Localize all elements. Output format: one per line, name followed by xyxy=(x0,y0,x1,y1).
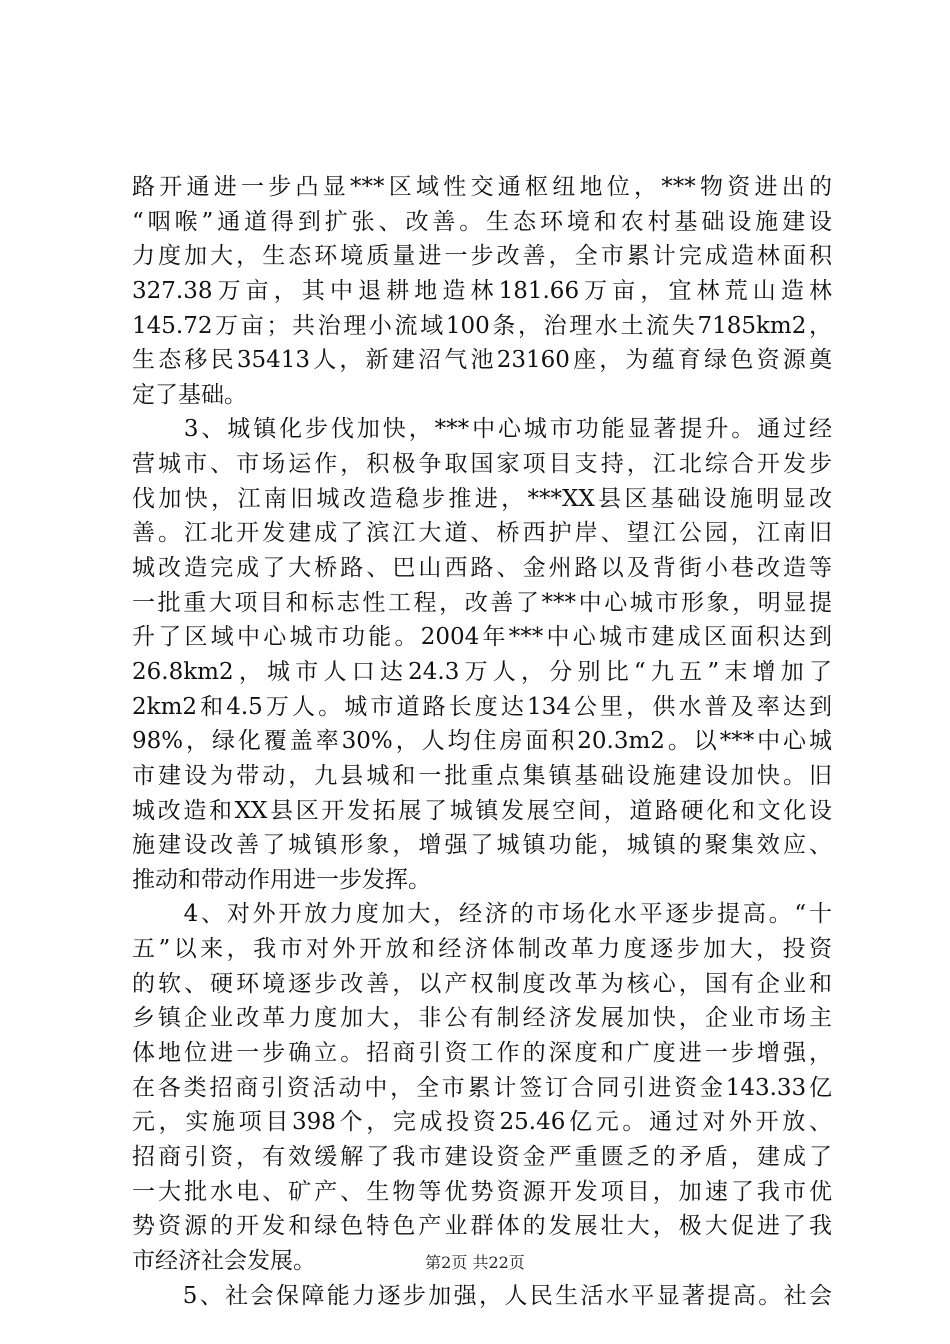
text-line: 伐加快，江南旧城改造稳步推进，***XX县区基础设施明显改 xyxy=(132,485,832,512)
text-line: 定了基础。 xyxy=(132,381,247,408)
text-line: 的软、硬环境逐步改善，以产权制度改革为核心，国有企业和 xyxy=(132,970,832,997)
text-line: 4、对外开放力度加大，经济的市场化水平逐步提高。“十 xyxy=(132,901,832,928)
text-line: 城改造和XX县区开发拓展了城镇发展空间，道路硬化和文化设 xyxy=(132,797,832,824)
text-line: 善。江北开发建成了滨江大道、桥西护岸、望江公园，江南旧 xyxy=(132,520,832,547)
text-line: “咽喉”通道得到扩张、改善。生态环境和农村基础设施建设 xyxy=(132,208,832,235)
text-line: 力度加大，生态环境质量进一步改善，全市累计完成造林面积 xyxy=(132,243,832,270)
text-line: 营城市、市场运作，积极争取国家项目支持，江北综合开发步 xyxy=(132,451,832,478)
text-line: 五”以来，我市对外开放和经济体制改革力度逐步加大，投资 xyxy=(132,936,832,963)
text-line: 5、社会保障能力逐步加强，人民生活水平显著提高。社会 xyxy=(132,1282,832,1309)
text-line: 市建设为带动，九县城和一批重点集镇基础设施建设加快。旧 xyxy=(132,762,832,789)
text-line: 施建设改善了城镇形象，增强了城镇功能，城镇的聚集效应、 xyxy=(132,832,832,859)
text-line: 招商引资，有效缓解了我市建设资金严重匮乏的矛盾，建成了 xyxy=(132,1143,832,1170)
text-line: 一批重大项目和标志性工程，改善了***中心城市形象，明显提 xyxy=(132,589,832,616)
text-line: 在各类招商引资活动中，全市累计签订合同引进资金143.33亿 xyxy=(132,1074,832,1101)
text-line: 2km2和4.5万人。城市道路长度达134公里，供水普及率达到 xyxy=(132,693,832,720)
text-line: 98%，绿化覆盖率30%，人均住房面积20.3m2。以***中心城 xyxy=(132,728,832,755)
text-line: 升了区域中心城市功能。2004年***中心城市建成区面积达到 xyxy=(132,624,832,651)
text-line: 城改造完成了大桥路、巴山西路、金州路以及背街小巷改造等 xyxy=(132,555,832,582)
text-line: 推动和带动作用进一步发挥。 xyxy=(132,866,431,893)
text-line: 一大批水电、矿产、生物等优势资源开发项目，加速了我市优 xyxy=(132,1178,832,1205)
body-text xyxy=(132,170,832,1313)
text-line: 体地位进一步确立。招商引资工作的深度和广度进一步增强， xyxy=(132,1040,832,1067)
text-line: 乡镇企业改革力度加大，非公有制经济发展加快，企业市场主 xyxy=(132,1005,832,1032)
text-line: 26.8km2，城市人口达24.3万人，分别比“九五”末增加了 xyxy=(132,658,832,685)
page-number-footer: 第2页 共22页 xyxy=(425,1253,525,1272)
text-line: 势资源的开发和绿色特色产业群体的发展壮大，极大促进了我 xyxy=(132,1213,832,1240)
text-line: 路开通进一步凸显***区域性交通枢纽地位，***物资进出的 xyxy=(132,174,832,200)
text-line: 3、城镇化步伐加快，***中心城市功能显著提升。通过经 xyxy=(132,416,832,443)
text-line: 327.38万亩，其中退耕地造林181.66万亩，宜林荒山造林 xyxy=(132,277,832,304)
text-line: 元，实施项目398个，完成投资25.46亿元。通过对外开放、 xyxy=(132,1109,832,1136)
text-line: 市经济社会发展。 xyxy=(132,1247,316,1274)
text-line: 生态移民35413人，新建沼气池23160座，为蕴育绿色资源奠 xyxy=(132,347,832,374)
text-line: 145.72万亩；共治理小流域100条，治理水土流失7185km2， xyxy=(132,312,832,339)
